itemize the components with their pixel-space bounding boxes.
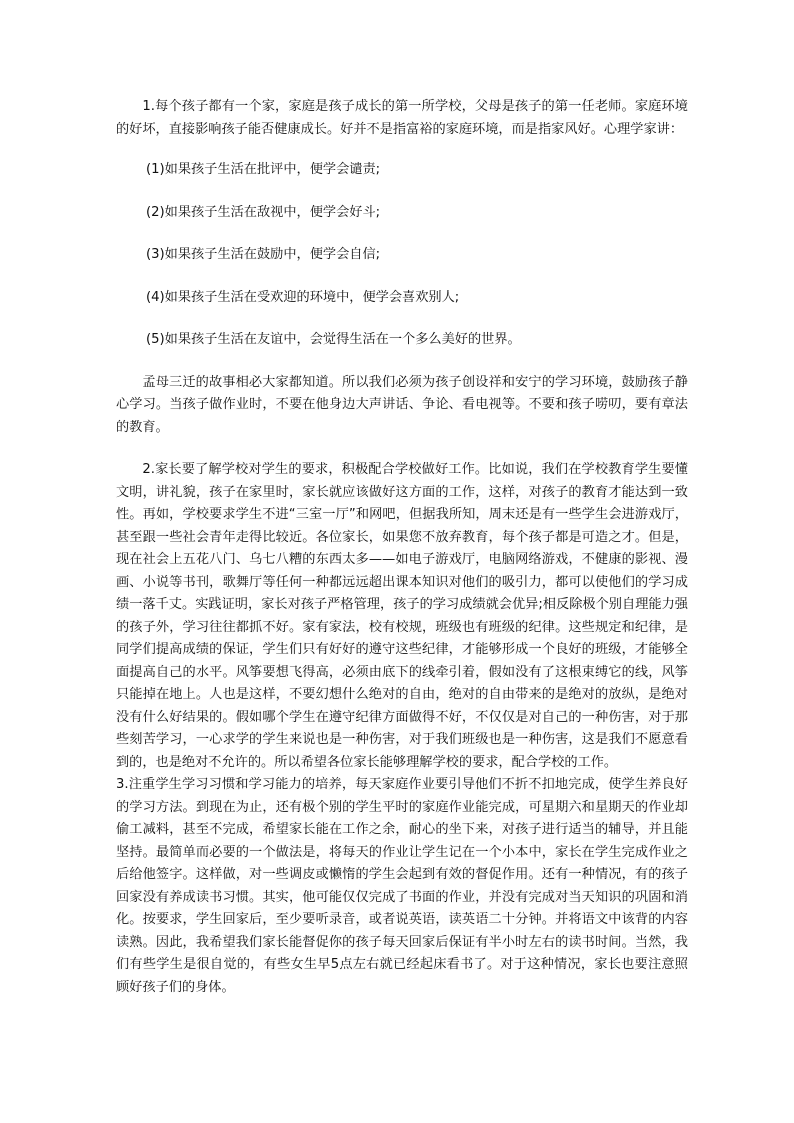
- list-item: (1)如果孩子生活在批评中，便学会谴责;: [146, 162, 381, 177]
- psychologist-quote-list: [116, 159, 688, 352]
- spacer: [116, 309, 688, 329]
- list-item: (5)如果孩子生活在友谊中，会觉得生活在一个多么美好的世界。: [146, 332, 521, 347]
- document-page: [116, 96, 688, 999]
- section3-paragraph: 3.注重学生学习习惯和学习能力的培养，每天家庭作业要引导他们不折不扣地完成，使学生养良好的学习方法。到现在为止，还有极个别的学生平时的家庭作业能完成，可星期六和星期天的作业却偷工减料，甚至不完成，希望家长能在工作之余，耐心的坐下来，对孩子进行适当的辅导，并且能坚持。最简单而必要的一个做法是，将每天的作业让学生记在一个小本中，家长在学生完成作业之后给他签字。这样做，对一些调皮或懒惰的学生会起到有效的督促作用。还有一种情况，有的孩子回家没有养成读书习惯。其实，他可能仅仅完成了书面的作业，并没有完成对当天知识的巩固和消化。按要求，学生回家后，至少要听录音，或者说英语，读英语二十分钟。并将语文中该背的内容读熟。因此，我希望我们家长能督促你的孩子每天回家后保证有半小时左右的读书时间。当然，我们有些学生是很自觉的，有些女生早5点左右就已经起床看书了。对于这种情况，家长也要注意照顾好孩子们的身体。: [116, 777, 688, 995]
- spacer: [116, 439, 688, 459]
- spacer: [116, 141, 688, 159]
- list-item: (4)如果孩子生活在受欢迎的环境中，便学会喜欢别人;: [146, 289, 460, 305]
- list-item: (3)如果孩子生活在鼓励中，便学会自信;: [146, 247, 381, 262]
- spacer: [116, 267, 688, 287]
- list-item: (2)如果孩子生活在敌视中，便学会好斗;: [146, 204, 381, 220]
- section1-closing-paragraph: 孟母三迁的故事相必大家都知道。所以我们必须为孩子创设祥和安宁的学习环境，鼓励孩子静心学习。当孩子做作业时，不要在他身边大声讲话、争论、看电视等。不要和孩子唠叨，要有章法的教育。: [116, 374, 688, 435]
- section1-intro-paragraph: 1.每个孩子都有一个家，家庭是孩子成长的第一所学校，父母是孩子的第一任老师。家庭环境的好坏，直接影响孩子能否健康成长。好并不是指富裕的家庭环境，而是指家风好。心理学家讲：: [116, 99, 688, 137]
- section2-paragraph: 2.家长要了解学校对学生的要求，积极配合学校做好工作。比如说，我们在学校教育学生要懂文明，讲礼貌，孩子在家里时，家长就应该做好这方面的工作，这样，对孩子的教育才能达到一致性。再如，学校要求学生不进“三室一厅”和网吧，但据我所知，周末还是有一些学生会进游戏厅，甚至跟一些社会青年走得比较近。各位家长，如果您不放弃教育，每个孩子都是可造之才。但是，现在社会上五花八门、乌七八糟的东西太多——如电子游戏厅，电脑网络游戏，不健康的影视、漫画、小说等书刊，歌舞厅等任何一种都远远超出课本知识对他们的吸引力，都可以使他们的学习成绩一落千丈。实践证明，家长对孩子严格管理，孩子的学习成绩就会优异;相反除极个别自理能力强的孩子外，学习往往都抓不好。家有家法，校有校规，班级也有班级的纪律。这些规定和纪律，是同学们提高成绩的保证，学生们只有好好的遵守这些纪律，才能够形成一个良好的班级，才能够全面提高自己的水平。风筝要想飞得高，必须由底下的线牵引着，假如没有了这根束缚它的线，风筝只能掉在地上。人也是这样，不要幻想什么绝对的自由，绝对的自由带来的是绝对的放纵，是绝对没有什么好结果的。假如哪个学生在遵守纪律方面做得不好，不仅仅是对自己的一种伤害，对于那些刻苦学习，一心求学的学生来说也是一种伤害，对于我们班级也是一种伤害，这是我们不愿意看到的，也是绝对不允许的。所以希望各位家长能够理解学校的要求，配合学校的工作。: [116, 462, 688, 770]
- spacer: [116, 352, 688, 372]
- spacer: [116, 182, 688, 202]
- spacer: [116, 224, 688, 244]
